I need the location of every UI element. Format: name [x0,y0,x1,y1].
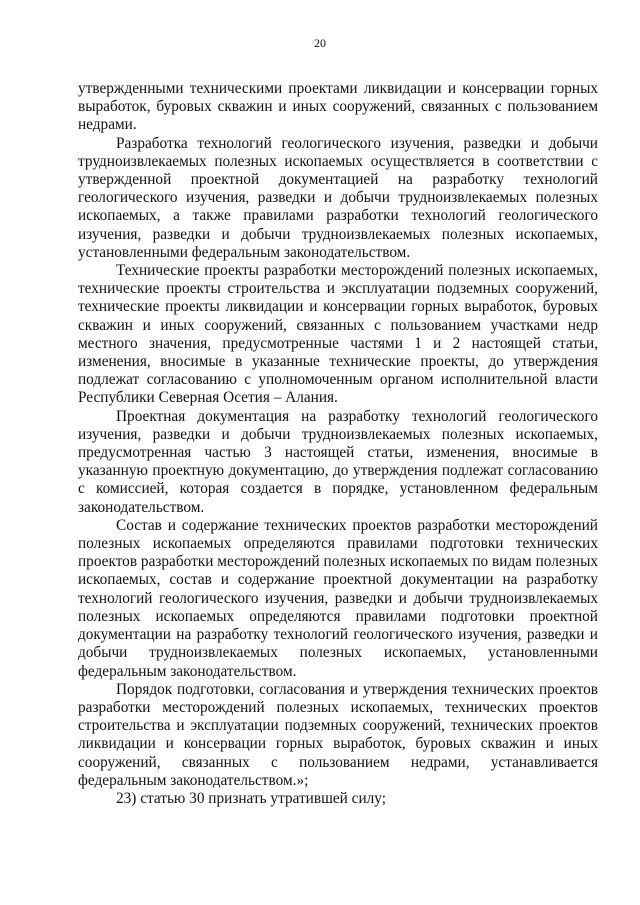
document-body [78,80,598,808]
paragraph-technical-projects-approval: Технические проекты разработки месторождений полезных ископаемых, технические проекты строительства и эксплуатации подземных сооружений, технические проекты ликвидации и консервации горных выработок, буровых скважин и иных сооружений, связанных с пользованием участками недр местного значения, предусмотренные частями 1 и 2 настоящей статьи, изменения, вносимые в указанные технические проекты, до утверждения подлежат согласованию с уполномоченным органом исполнительной власти Республики Северная Осетия – Алания. [78,262,598,407]
page-number: 20 [314,36,326,50]
paragraph-preparation-procedure: Порядок подготовки, согласования и утверждения технических проектов разработки месторождений полезных ископаемых, технических проектов строительства и эксплуатации подземных сооружений, технических проектов ликвидации и консервации горных выработок, буровых скважин и иных сооружений, связанных с пользованием недрами, устанавливается федеральным законодательством.»; [78,680,598,789]
paragraph-technology-development: Разработка технологий геологического изучения, разведки и добычи трудноизвлекаемых полезных ископаемых осуществляется в соответствии с утвержденной проектной документацией на разработку технологий геологического изучения, разведки и добычи трудноизвлекаемых полезных ископаемых, а также правилами разработки технологий геологического изучения, разведки и добычи трудноизвлекаемых полезных ископаемых, установленными федеральным законодательством. [78,134,598,261]
paragraph-project-documentation: Проектная документация на разработку технологий геологического изучения, разведки и добычи трудноизвлекаемых полезных ископаемых, предусмотренная частью 3 настоящей статьи, изменения, вносимые в указанную проектную документацию, до утверждения подлежат согласованию с комиссией, которая создается в порядке, установленном федеральным законодательством. [78,407,598,516]
paragraph-item-23: 23) статью 30 признать утратившей силу; [116,789,386,807]
paragraph-composition-content: Состав и содержание технических проектов разработки месторождений полезных ископаемых определяются правилами подготовки технических проектов разработки месторождений полезных ископаемых по видам полезных ископаемых, состав и содержание проектной документации на разработку технологий геологического изучения, разведки и добычи трудноизвлекаемых полезных ископаемых определяются правилами подготовки проектной документации на разработку технологий геологического изучения, разведки и добычи трудноизвлекаемых полезных ископаемых, установленными федеральным законодательством. [78,516,598,680]
paragraph-continuation: утвержденными техническими проектами ликвидации и консервации горных выработок, буровых скважин и иных сооружений, связанных с пользованием недрами. [78,80,598,134]
